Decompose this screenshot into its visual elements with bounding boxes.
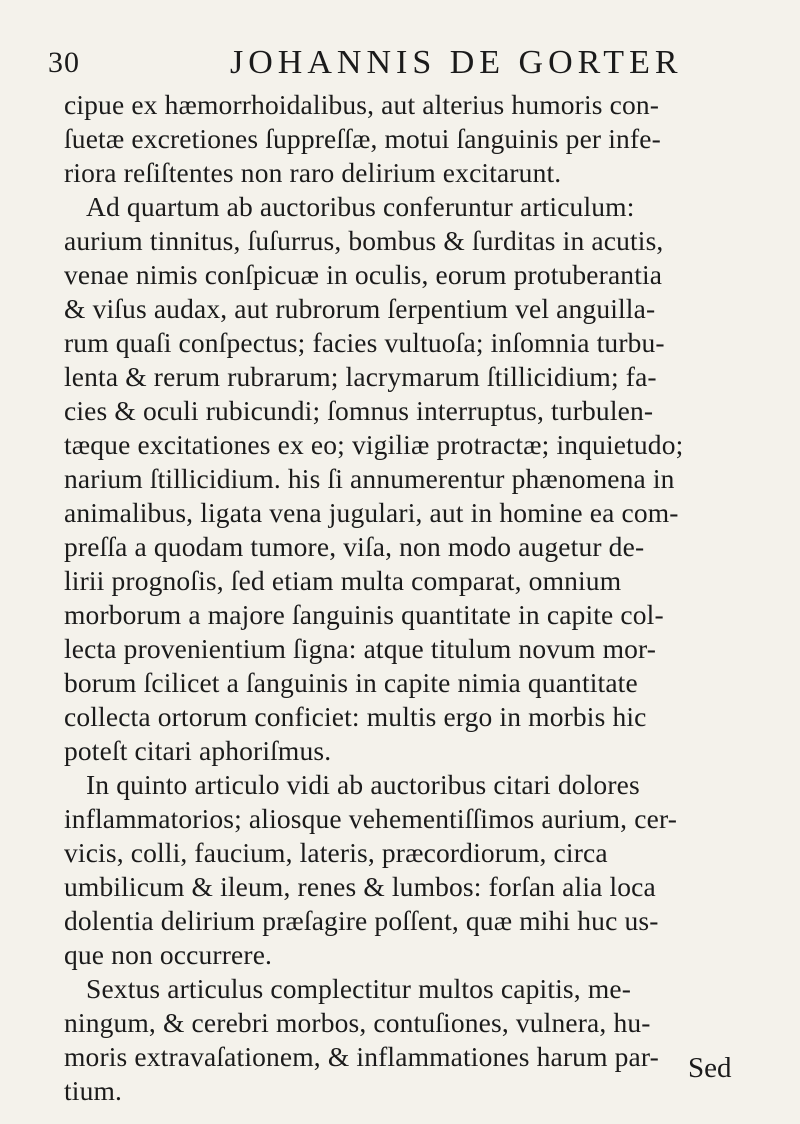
text-line: preſſa a quodam tumore, viſa, non modo augetur de- <box>64 531 645 562</box>
text-line: lenta & rerum rubrarum; lacrymarum ſtillicidium; fa- <box>64 361 657 392</box>
text-line: venae nimis conſpicuæ in oculis, eorum protuberantia <box>64 259 663 290</box>
text-line: poteſt citari aphoriſmus. <box>64 735 332 766</box>
text-line: cipue ex hæmorrhoidalibus, aut alterius humoris con- <box>64 89 660 120</box>
text-line: narium ſtillicidium. his ſi annumerentur phænomena in <box>64 463 675 494</box>
text-line: que non occurrere. <box>64 939 273 970</box>
catchword: Sed <box>688 1052 732 1084</box>
text-line: ſuetæ excretiones ſuppreſſæ, motui ſanguinis per infe- <box>64 123 661 154</box>
text-line: lecta provenientium ſigna: atque titulum novum mor- <box>64 633 657 664</box>
text-line: aurium tinnitus, ſuſurrus, bombus & ſurditas in acutis, <box>64 225 664 256</box>
text-line: borum ſcilicet a ſanguinis in capite nimia quantitate <box>64 667 638 698</box>
text-line: ningum, & cerebri morbos, contuſiones, vulnera, hu- <box>64 1007 651 1038</box>
text-line: rum quaſi conſpectus; facies vultuoſa; inſomnia turbu- <box>64 327 665 358</box>
text-line: & viſus audax, aut rubrorum ſerpentium vel anguilla- <box>64 293 656 324</box>
text-line: tium. <box>64 1075 123 1106</box>
text-line: In quinto articulo vidi ab auctoribus citari dolores <box>86 769 640 800</box>
text-line: inflammatorios; aliosque vehementiſſimos aurium, cer- <box>64 803 678 834</box>
running-head: JOHANNIS DE GORTER <box>230 44 683 81</box>
text-line: cies & oculi rubicundi; ſomnus interruptus, turbulen- <box>64 395 654 426</box>
text-line: dolentia delirium præſagire poſſent, quæ mihi huc us- <box>64 905 659 936</box>
text-line: riora reſiſtentes non raro delirium excitarunt. <box>64 157 562 188</box>
page-header <box>48 44 748 84</box>
text-line: vicis, colli, faucium, lateris, præcordiorum, circa <box>64 837 608 868</box>
text-line: tæque excitationes ex eo; vigiliæ protractæ; inquietudo; <box>64 429 684 460</box>
text-line: lirii prognoſis, ſed etiam multa comparat, omnium <box>64 565 622 596</box>
text-line: morborum a majore ſanguinis quantitate in capite col- <box>64 599 664 630</box>
text-line: collecta ortorum conficiet: multis ergo in morbis hic <box>64 701 647 732</box>
text-line: moris extravaſationem, & inflammationes harum par- <box>64 1041 659 1072</box>
page-number: 30 <box>48 46 80 79</box>
text-line: animalibus, ligata vena jugulari, aut in homine ea com- <box>64 497 679 528</box>
text-line: umbilicum & ileum, renes & lumbos: forſan alia loca <box>64 871 656 902</box>
text-line: Sextus articulus complectitur multos capitis, me- <box>86 973 632 1004</box>
text-line: Ad quartum ab auctoribus conferuntur articulum: <box>86 191 635 222</box>
